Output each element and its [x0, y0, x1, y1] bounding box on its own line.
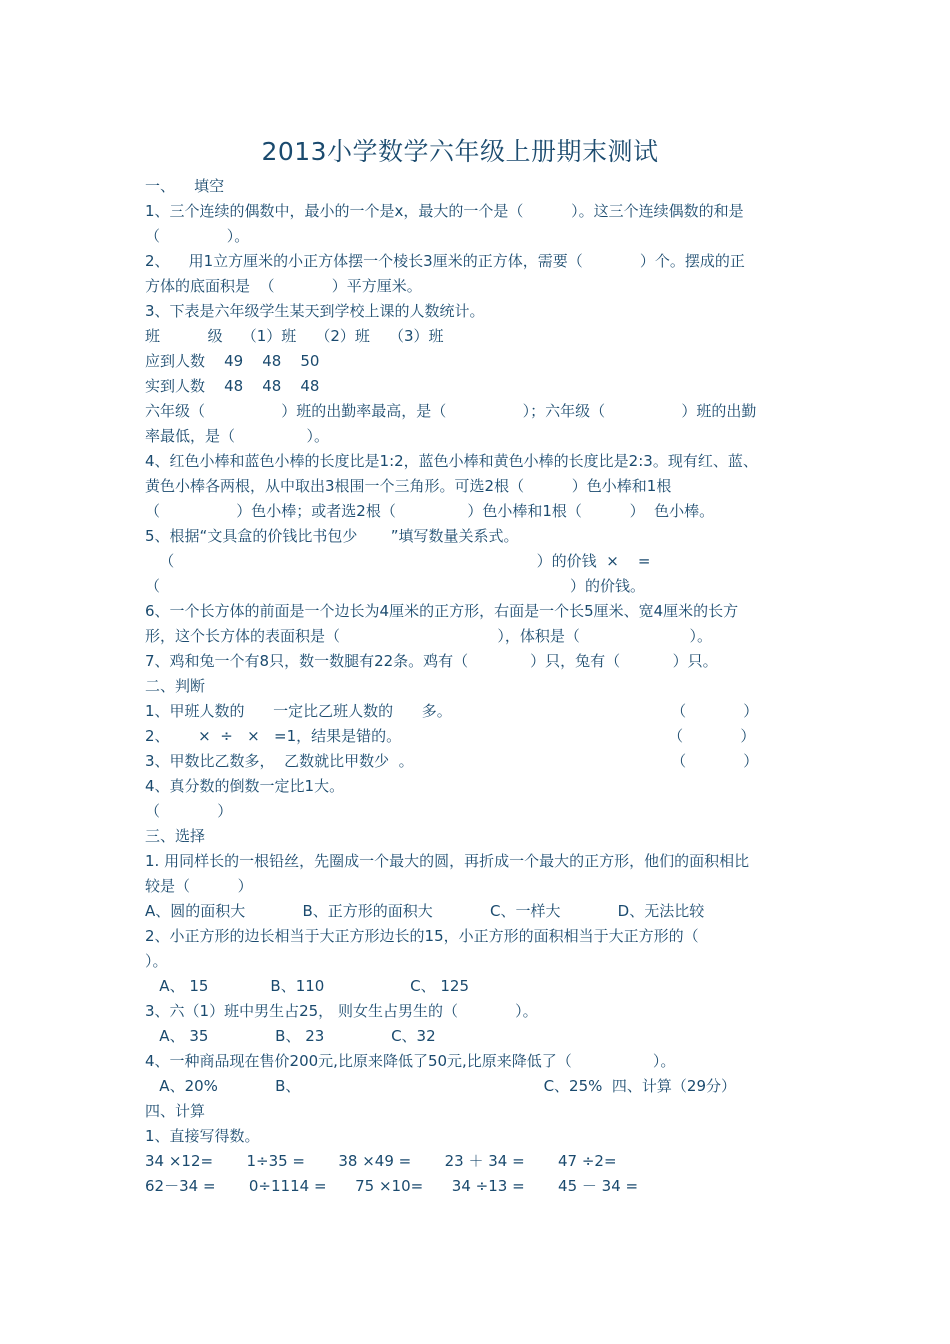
question-line: 率最低，是（ ）。 [145, 427, 330, 445]
section-heading: 三、选择 [145, 827, 206, 845]
question-line: 形，这个长方体的表面积是（ ），体积是（ ）。 [145, 627, 713, 645]
question-line: 1、三个连续的偶数中，最小的一个是x，最大的一个是（ ）。这三个连续偶数的和是 [145, 202, 744, 220]
table-header-row: 班 级 （1）班 （2）班 （3）班 [145, 327, 444, 345]
question-line: 1. 用同样长的一根铅丝，先圈成一个最大的圆，再折成一个最大的正方形，他们的面积相比 [145, 852, 750, 870]
exam-body [145, 174, 815, 1199]
question-line: 4、一种商品现在售价200元,比原来降低了50元,比原来降低了（ ）。 [145, 1052, 676, 1070]
table-row: 应到人数 49 48 50 [145, 352, 320, 370]
question-line: （ ）的价钱。 [145, 577, 646, 595]
table-row: 实到人数 48 48 48 [145, 377, 320, 395]
question-line: （ ）。 [145, 227, 250, 245]
question-line: 3、六（1）班中男生占25， 则女生占男生的（ ）。 [145, 1002, 538, 1020]
question-line: 5、根据“文具盒的价钱比书包少 ”填写数量关系式。 [145, 527, 519, 545]
question-line: 7、鸡和兔一个有8只，数一数腿有22条。鸡有（ ）只，兔有（ ）只。 [145, 652, 718, 670]
choice-options: A、 15 B、110 C、 125 [145, 977, 470, 995]
question-line: （ ）的价钱 × = [145, 552, 651, 570]
question-line: 黄色小棒各两根，从中取出3根围一个三角形。可选2根（ ）色小棒和1根 [145, 477, 672, 495]
calculation-row: 62－34 = 0÷1114 = 75 ×10= 34 ÷13 = 45 － 34 = [145, 1177, 639, 1195]
question-line: 3、下表是六年级学生某天到学校上课的人数统计。 [145, 302, 485, 320]
question-line: 2、小正方形的边长相当于大正方形边长的15，小正方形的面积相当于大正方形的（ [145, 927, 699, 945]
question-line: 六年级（ ）班的出勤率最高，是（ ）；六年级（ ）班的出勤 [145, 402, 757, 420]
section-heading: 一、 填空 [145, 177, 225, 195]
question-line: 2、 × ÷ × =1，结果是错的。 （ ） [145, 727, 756, 745]
question-line: 6、一个长方体的前面是一个边长为4厘米的正方形，右面是一个长5厘米、宽4厘米的长方 [145, 602, 739, 620]
question-line: 2、 用1立方厘米的小正方体摆一个棱长3厘米的正方体，需要（ ）个。摆成的正 [145, 252, 745, 270]
question-line: 4、红色小棒和蓝色小棒的长度比是1:2，蓝色小棒和黄色小棒的长度比是2:3。现有红、蓝、 [145, 452, 758, 470]
question-line: 1、直接写得数。 [145, 1127, 260, 1145]
calculation-row: 34 ×12= 1÷35 = 38 ×49 = 23 ＋ 34 = 47 ÷2= [145, 1152, 617, 1170]
choice-options: A、圆的面积大 B、正方形的面积大 C、一样大 D、无法比较 [145, 902, 705, 920]
question-line: 4、真分数的倒数一定比1大。 [145, 777, 345, 795]
section-heading: 二、判断 [145, 677, 206, 695]
question-line: 方体的底面积是 （ ）平方厘米。 [145, 277, 422, 295]
choice-options: A、20% B、 C、25% 四、计算（29分） [145, 1077, 737, 1095]
page-title: 2013小学数学六年级上册期末测试 [261, 137, 659, 166]
question-line: 较是（ ） [145, 877, 253, 895]
question-line: 3、甲数比乙数多， 乙数就比甲数少 。 （ ） [145, 752, 759, 770]
choice-options: A、 35 B、 23 C、32 [145, 1027, 436, 1045]
question-line: 1、甲班人数的 一定比乙班人数的 多。 （ ） [145, 702, 759, 720]
section-heading: 四、计算 [145, 1102, 206, 1120]
question-line: （ ） [145, 802, 233, 820]
question-line: （ ）色小棒；或者选2根（ ）色小棒和1根（ ） 色小棒。 [145, 502, 715, 520]
question-line: ）。 [145, 952, 168, 970]
